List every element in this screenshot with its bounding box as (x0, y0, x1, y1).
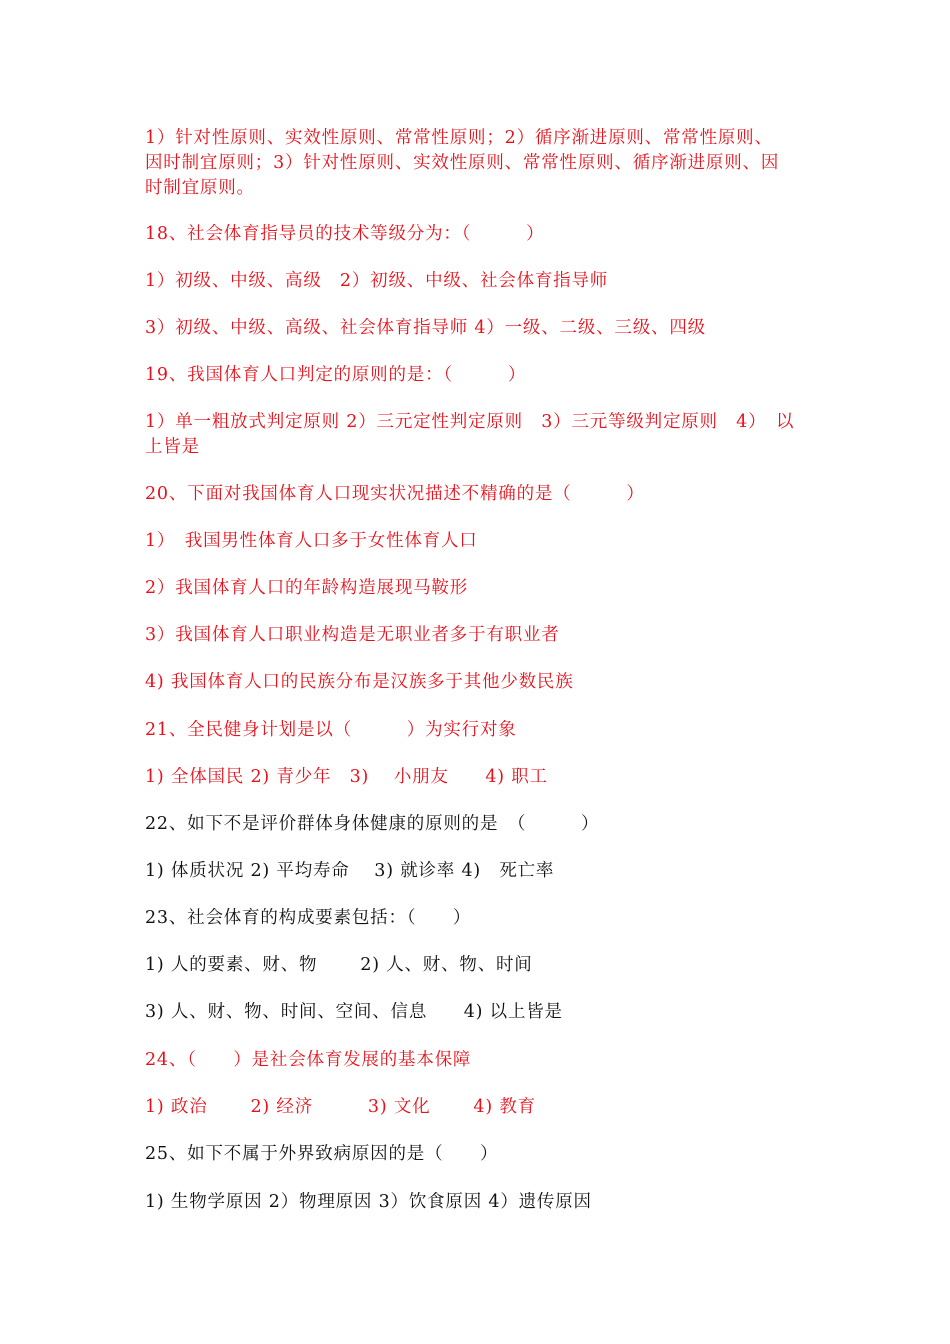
q18-question: 18、社会体育指导员的技术等级分为：（ ） (145, 224, 545, 244)
q24-question: 24、（ ）是社会体育发展的基本保障 (145, 1050, 472, 1070)
q25-question: 25、如下不属于外界致病原因的是（ ） (145, 1144, 499, 1164)
q17-options-line-1: 1）针对性原则、实效性原则、常常性原则；2）循序渐进原则、常常性原则、 (145, 128, 773, 148)
q20-option-4: 4) 我国体育人口的民族分布是汉族多于其他少数民族 (145, 672, 574, 692)
q20-option-3: 3）我国体育人口职业构造是无职业者多于有职业者 (145, 625, 560, 645)
q20-option-1: 1） 我国男性体育人口多于女性体育人口 (145, 531, 478, 551)
q23-options-line-2: 3) 人、财、物、时间、空间、信息 4) 以上皆是 (145, 1002, 563, 1022)
q23-options-line-1: 1) 人的要素、财、物 2) 人、财、物、时间 (145, 955, 533, 975)
q21-options: 1) 全体国民 2) 青少年 3) 小朋友 4) 职工 (145, 767, 548, 787)
q25-options: 1) 生物学原因 2）物理原因 3）饮食原因 4）遗传原因 (145, 1192, 592, 1212)
q22-question: 22、如下不是评价群体身体健康的原则的是 （ ） (145, 814, 600, 834)
q20-question: 20、下面对我国体育人口现实状况描述不精确的是（ ） (145, 484, 645, 504)
q18-options-line-1: 1）初级、中级、高级 2）初级、中级、社会体育指导师 (145, 271, 609, 291)
q24-options: 1) 政治 2) 经济 3) 文化 4) 教育 (145, 1097, 536, 1117)
q19-options-line-1: 1）单一粗放式判定原则 2）三元定性判定原则 3）三元等级判定原则 4） 以 (145, 412, 795, 432)
q21-question: 21、全民健身计划是以（ ）为实行对象 (145, 720, 517, 740)
q19-question: 19、我国体育人口判定的原则的是：（ ） (145, 365, 527, 385)
q19-options-line-2: 上皆是 (145, 437, 200, 457)
q22-options: 1) 体质状况 2) 平均寿命 3) 就诊率 4) 死亡率 (145, 861, 555, 881)
q17-options-line-3: 时制宜原则。 (145, 178, 255, 198)
q20-option-2: 2）我国体育人口的年龄构造展现马鞍形 (145, 578, 469, 598)
q23-question: 23、社会体育的构成要素包括：（ ） (145, 908, 472, 928)
q18-options-line-2: 3）初级、中级、高级、社会体育指导师 4）一级、二级、三级、四级 (145, 318, 706, 338)
q17-options-line-2: 因时制宜原则；3）针对性原则、实效性原则、常常性原则、循序渐进原则、因 (145, 153, 780, 173)
